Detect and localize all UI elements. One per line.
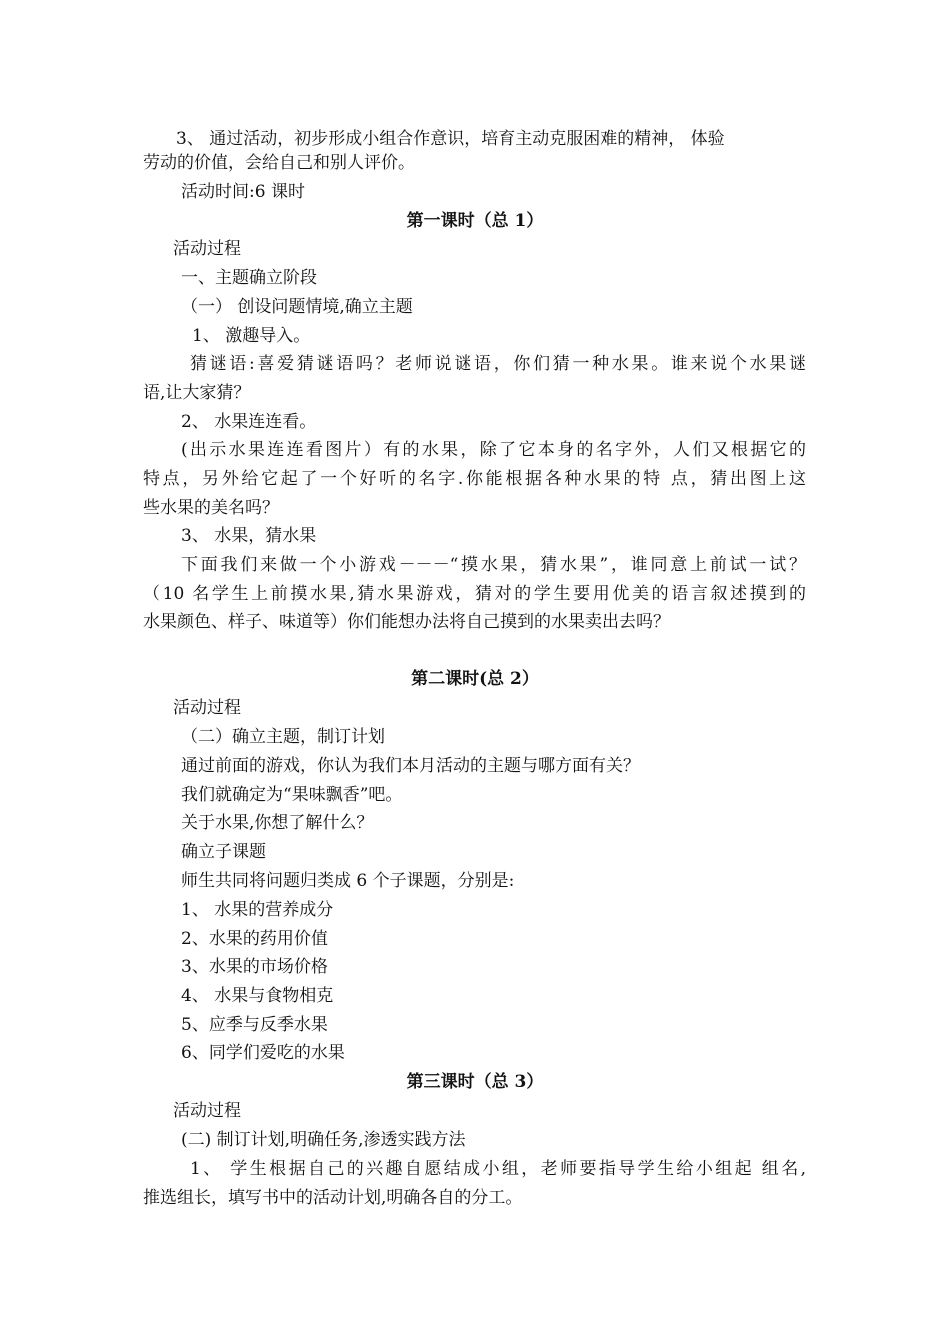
activity-time: 活动时间:6 课时 xyxy=(181,182,305,202)
paragraph-line: 猜谜语:喜爱猜谜语吗？老师说谜语，你们猜一种水果。谁来说个水果谜 xyxy=(190,354,806,374)
paragraph-line: 活动过程 xyxy=(173,239,241,259)
list-item: 2、水果的药用价值 xyxy=(181,929,328,949)
list-item: 6、同学们爱吃的水果 xyxy=(181,1043,345,1063)
section-heading-lesson-3: 第三课时（总 3） xyxy=(406,1072,544,1092)
paragraph-line: 水果颜色、样子、味道等）你们能想办法将自己摸到的水果卖出去吗？ xyxy=(143,612,670,632)
section-heading-lesson-2: 第二课时(总 2） xyxy=(411,669,539,689)
paragraph-line: 语,让大家猜？ xyxy=(143,383,251,403)
paragraph-line: 活动过程 xyxy=(173,698,241,718)
paragraph-line: 确立子课题 xyxy=(181,842,266,862)
paragraph-line: 下面我们来做一个小游戏－－－“摸水果，猜水果”，谁同意上前试一试？ xyxy=(181,555,806,575)
paragraph-line: 通过前面的游戏，你认为我们本月活动的主题与哪方面有关？ xyxy=(181,756,640,776)
paragraph-line: 2、 水果连连看。 xyxy=(181,412,317,432)
paragraph-line: （二）确立主题，制订计划 xyxy=(181,727,385,747)
paragraph-line: 劳动的价值，会给自己和别人评价。 xyxy=(143,153,415,173)
paragraph-line: 关于水果,你想了解什么？ xyxy=(181,813,374,833)
paragraph-line: 3、 通过活动，初步形成小组合作意识，培育主动克服困难的精神， 体验 xyxy=(176,129,725,149)
section-heading-lesson-1: 第一课时（总 1） xyxy=(406,211,544,231)
paragraph-line: (二) 制订计划,明确任务,渗透实践方法 xyxy=(181,1130,466,1150)
paragraph-line: 1、 激趣导入。 xyxy=(192,326,311,346)
list-item: 4、 水果与食物相克 xyxy=(181,986,334,1006)
paragraph-line: 1、 学生根据自己的兴趣自愿结成小组，老师要指导学生给小组起 组名, xyxy=(190,1159,806,1179)
paragraph-line: 师生共同将问题归类成 6 个子课题，分别是: xyxy=(181,871,515,891)
paragraph-line: (出示水果连连看图片）有的水果，除了它本身的名字外，人们又根据它的 xyxy=(181,440,806,460)
paragraph-line: 我们就确定为“果味飘香”吧。 xyxy=(181,785,403,805)
paragraph-line: 活动过程 xyxy=(173,1101,241,1121)
paragraph-line: 一、主题确立阶段 xyxy=(181,268,317,288)
list-item: 5、应季与反季水果 xyxy=(181,1015,328,1035)
paragraph-line: （一） 创设问题情境,确立主题 xyxy=(181,297,413,317)
paragraph-line: 些水果的美名吗？ xyxy=(143,498,279,518)
paragraph-line: 特点，另外给它起了一个好听的名字.你能根据各种水果的特 点，猜出图上这 xyxy=(143,469,806,489)
list-item: 3、水果的市场价格 xyxy=(181,957,328,977)
list-item: 1、 水果的营养成分 xyxy=(181,900,334,920)
paragraph-line: 推选组长，填写书中的活动计划,明确各自的分工。 xyxy=(143,1188,523,1208)
paragraph-line: （10 名学生上前摸水果,猜水果游戏，猜对的学生要用优美的语言叙述摸到的 xyxy=(143,584,806,604)
paragraph-line: 3、 水果，猜水果 xyxy=(181,526,317,546)
